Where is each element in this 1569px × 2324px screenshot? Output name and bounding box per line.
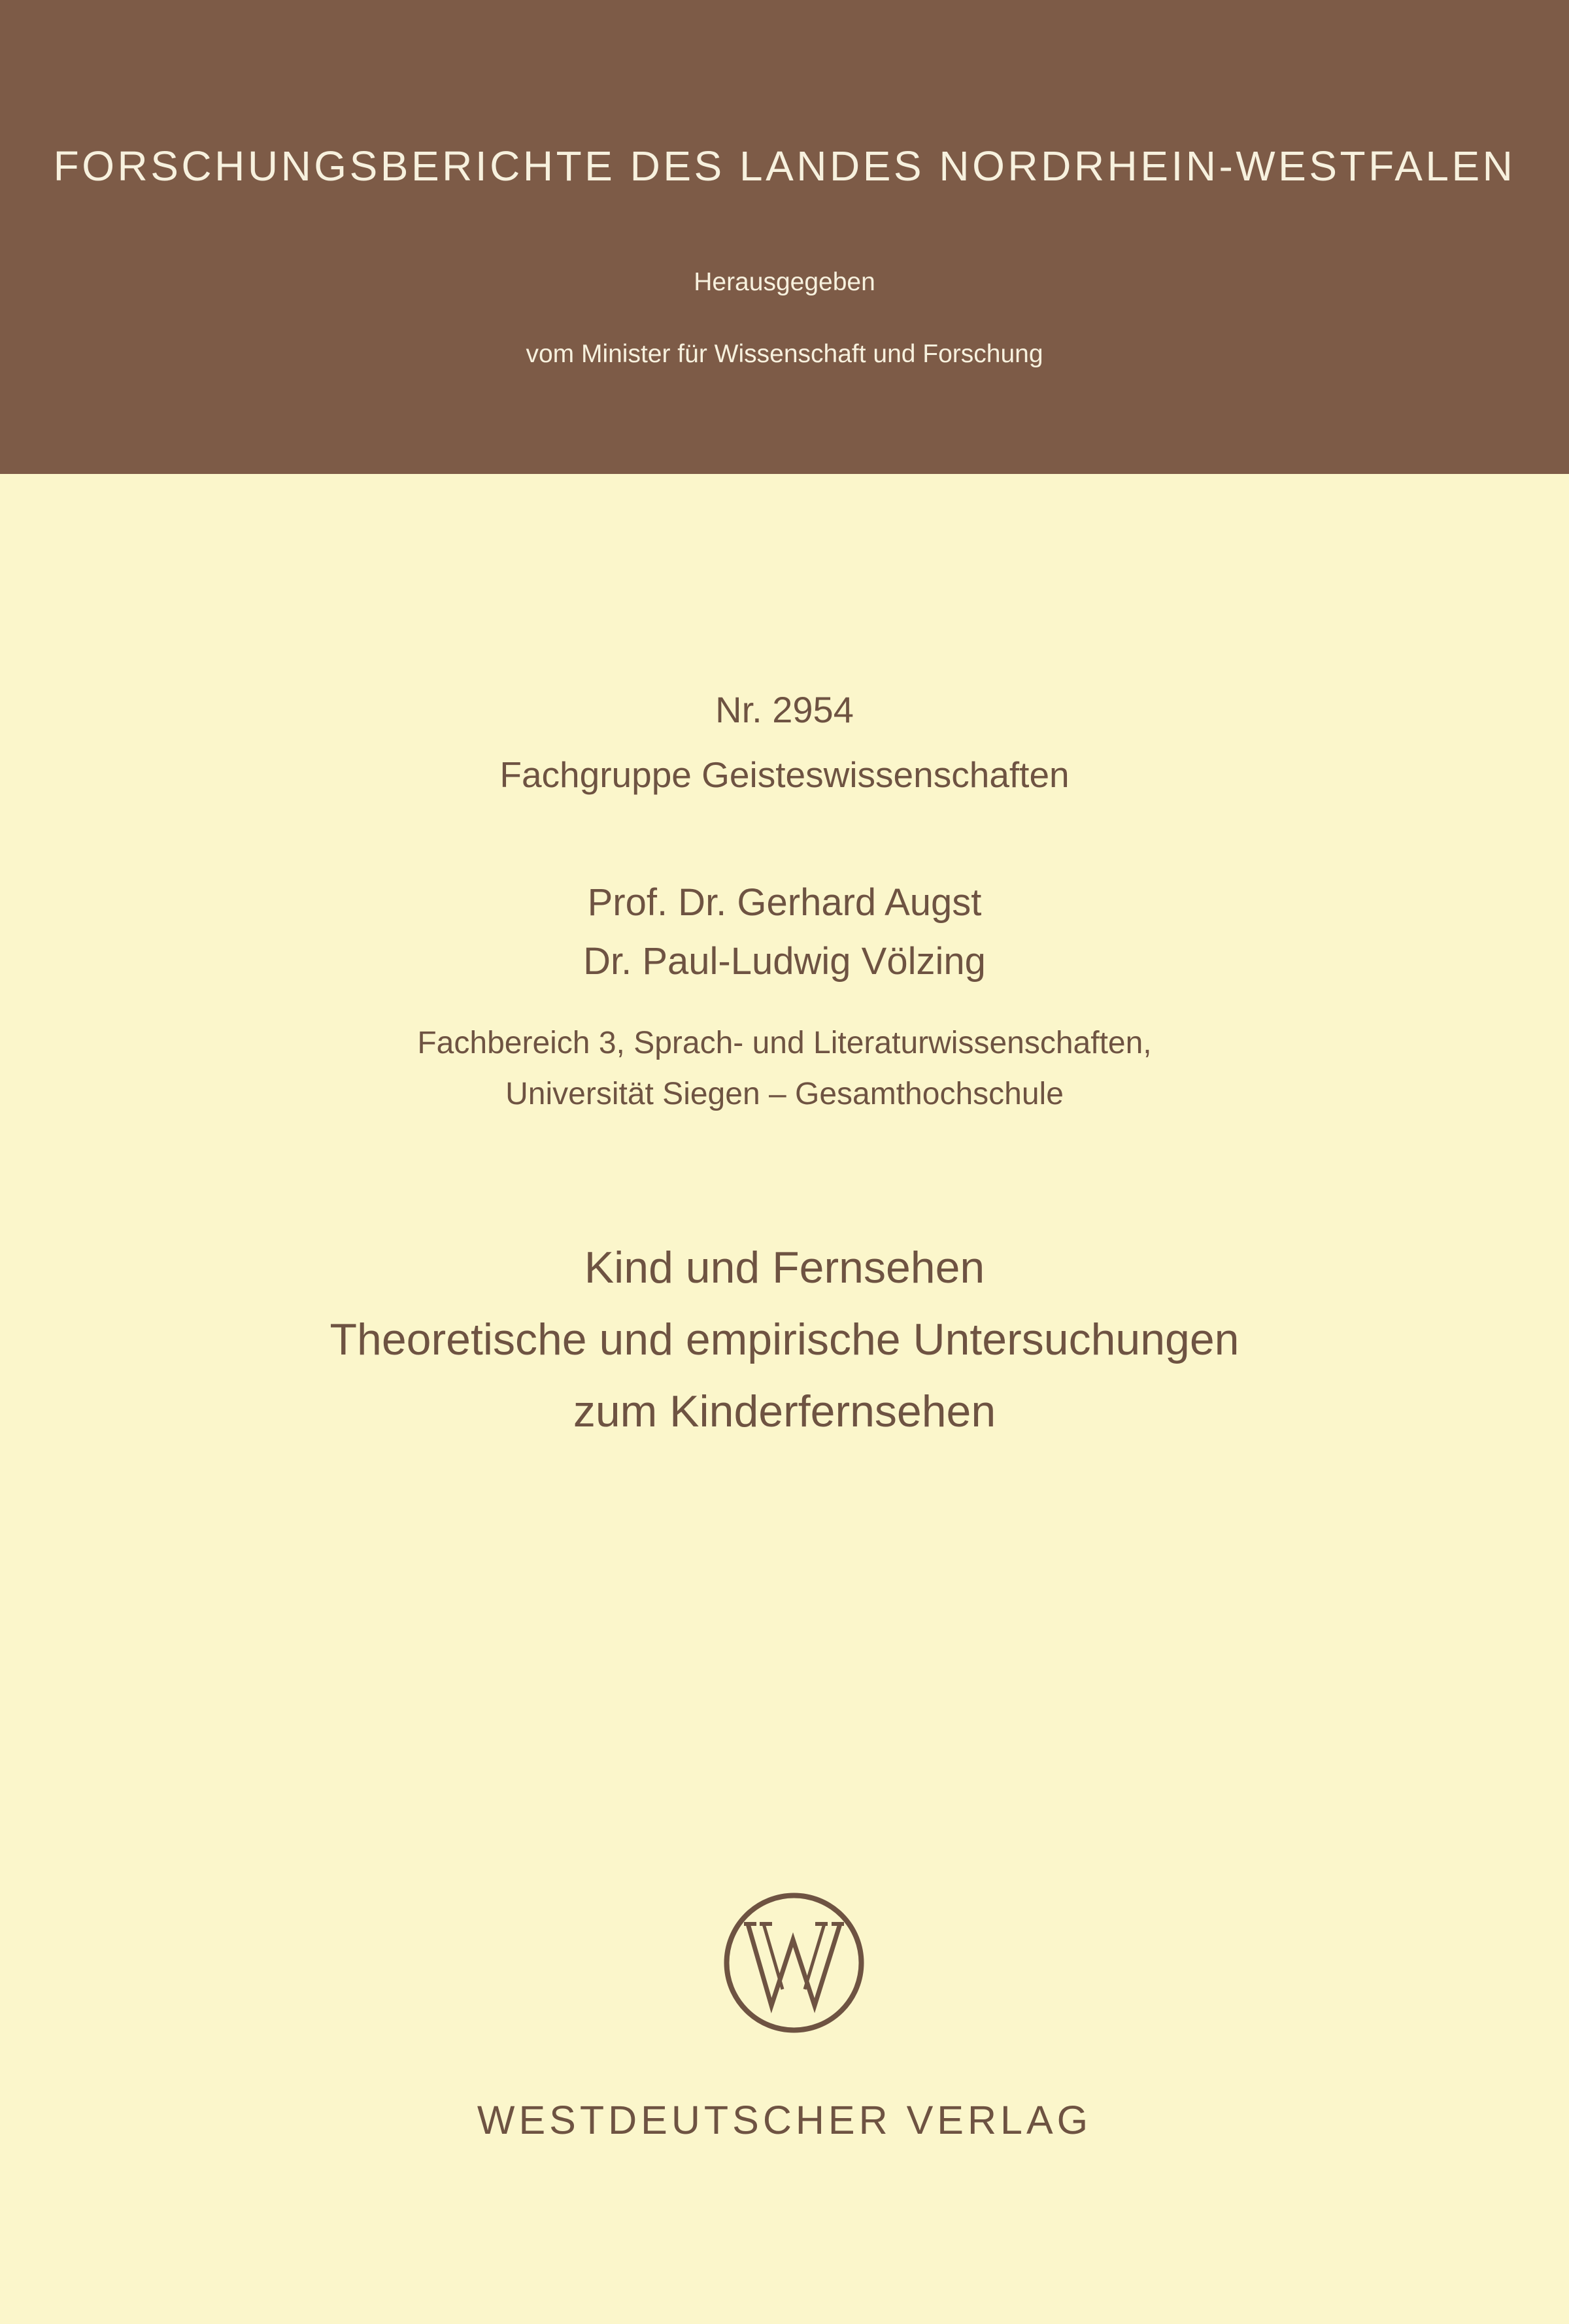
subject-group: Fachgruppe Geisteswissenschaften: [499, 754, 1070, 795]
series-header-band: [0, 0, 1569, 474]
publisher-name: WESTDEUTSCHER VERLAG: [477, 2098, 1092, 2142]
department-line-2: Universität Siegen – Gesamthochschule: [505, 1077, 1064, 1111]
book-title-line-2: Theoretische und empirische Untersuchungen: [329, 1315, 1240, 1364]
ministry-line: vom Minister für Wissenschaft und Forschung: [526, 340, 1043, 368]
series-title: FORSCHUNGSBERICHTE DES LANDES NORDRHEIN-WESTFALEN: [53, 143, 1516, 190]
edited-by-label: Herausgegeben: [694, 268, 875, 296]
author-secondary: Dr. Paul-Ludwig Völzing: [583, 940, 986, 983]
book-title-line-3: zum Kinderfernsehen: [573, 1387, 996, 1436]
book-cover-content: [0, 474, 1569, 2324]
book-title-line-1: Kind und Fernsehen: [584, 1243, 985, 1292]
westdeutscher-verlag-w-logo-icon: [724, 1893, 864, 2033]
department-line-1: Fachbereich 3, Sprach- und Literaturwissenschaften,: [417, 1026, 1152, 1060]
report-number: Nr. 2954: [715, 689, 854, 730]
author-primary: Prof. Dr. Gerhard Augst: [587, 881, 982, 924]
